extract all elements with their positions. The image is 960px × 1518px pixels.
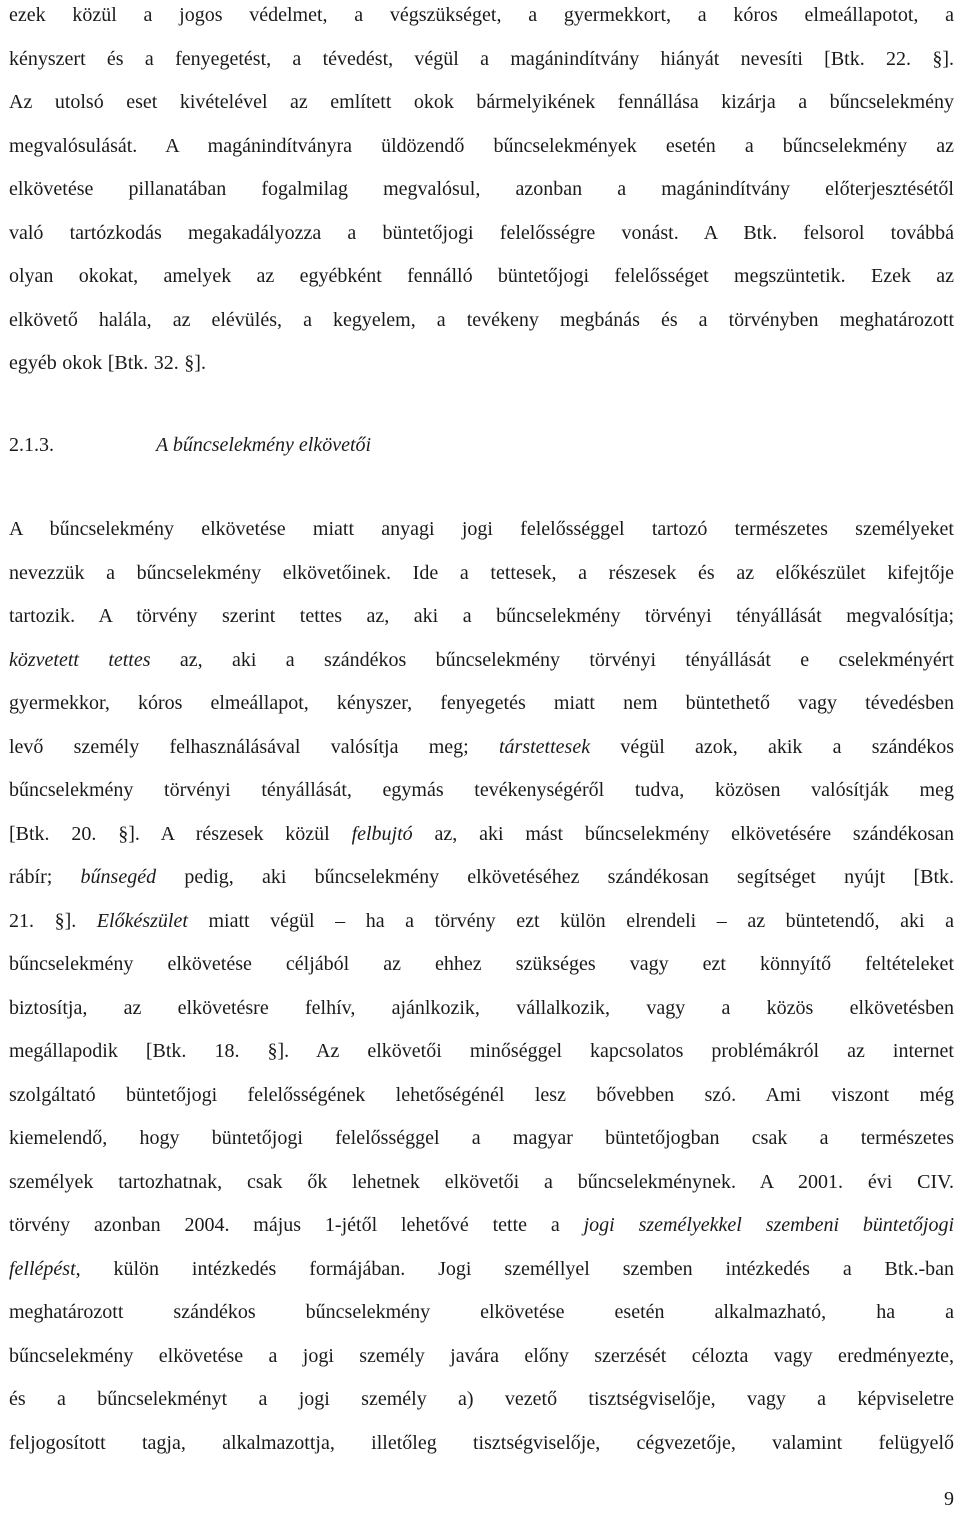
text-line: megvalósulását. A magánindítványra üldözendő bűncselekmények esetén a bűncselekmény az: [9, 134, 954, 157]
text-line: elkövetése pillanatában fogalmilag megvalósul, azonban a magánindítvány előterjesztésétől: [9, 178, 954, 200]
text-line: gyermekkor, kóros elmeállapot, kényszer, fenyegetés miatt nem büntethető vagy tévedésben: [9, 692, 954, 714]
text-fragment: végül azok, akik a szándékos: [590, 735, 955, 758]
text-line: [9, 639, 954, 683]
text-line: egyéb okok [Btk. 32. §].: [9, 352, 206, 374]
text-line: biztosítja, az elkövetésre felhív, ajánlkozik, vállalkozik, vagy a közös elkövetésben: [9, 996, 954, 1019]
text-line: olyan okokat, amelyek az egyébként fennálló büntetőjogi felelősséget megszüntetik. Ezek az: [9, 265, 954, 287]
text-line: szolgáltató büntetőjogi felelősségének lehetőségénél lesz bővebben szó. Ami viszont még: [9, 1083, 954, 1106]
text-fragment: miatt végül – ha a törvény ezt külön elrendeli – az büntetendő, aki a: [187, 909, 954, 932]
term-co-perpetrators: társtettesek: [498, 735, 591, 758]
section-heading: [9, 423, 954, 467]
paragraph-legal-grounds: [9, 0, 954, 386]
text-line: Az utolsó eset kivételével az említett okok bármelyikének fennállása kizárja a bűncselekmény: [9, 91, 954, 113]
term-corporate-measures-cont: fellépést: [9, 1257, 76, 1280]
text-line: megállapodik [Btk. 18. §]. Az elkövetői minőséggel kapcsolatos problémákról az internet: [9, 1040, 954, 1062]
text-fragment: 21. §].: [9, 909, 97, 932]
text-line: [9, 813, 954, 857]
text-line: [9, 856, 954, 900]
text-fragment: az, aki a szándékos bűncselekmény törvényi tényállását e cselekményért: [150, 648, 954, 671]
text-fragment: , külön intézkedés formájában. Jogi személlyel szemben intézkedés a Btk.-ban: [75, 1257, 954, 1280]
text-line: tartozik. A törvény szerint tettes az, aki a bűncselekmény törvényi tényállását megvalósítja;: [9, 605, 954, 627]
term-instigator: felbujtó: [351, 822, 413, 845]
text-fragment: levő személy felhasználásával valósítja meg;: [9, 735, 499, 758]
term-preparation: Előkészület: [96, 909, 188, 932]
section-title: A bűncselekmény elkövetői: [156, 434, 372, 456]
paragraph-perpetrators: [9, 508, 954, 1465]
text-line: meghatározott szándékos bűncselekmény elkövetése esetén alkalmazható, ha a: [9, 1301, 954, 1323]
text-line: [9, 900, 954, 944]
text-line: [9, 1204, 954, 1248]
text-line: ezek közül a jogos védelmet, a végszükséget, a gyermekkort, a kóros elmeállapotot, a: [9, 4, 954, 26]
text-line: kényszert és a fenyegetést, a tévedést, végül a magánindítvány hiányát nevesíti [Btk. 22. §].: [9, 47, 954, 70]
term-indirect-perpetrator: közvetett tettes: [9, 648, 151, 671]
text-fragment: törvény azonban 2004. május 1-jétől lehetővé tette a: [9, 1214, 584, 1236]
text-fragment: az, aki mást bűncselekmény elkövetésére szándékosan: [412, 822, 954, 845]
text-line: [9, 726, 954, 770]
page-number: 9: [944, 1488, 954, 1510]
text-line: és a bűncselekményt a jogi személy a) vezető tisztségviselője, vagy a képviseletre: [9, 1388, 954, 1410]
text-line: bűncselekmény elkövetése a jogi személy javára előny szerzését célozta vagy eredményezte,: [9, 1344, 954, 1367]
text-line: bűncselekmény elkövetése céljából az ehhez szükséges vagy ezt könnyítő feltételeket: [9, 953, 954, 975]
text-line: személyek tartozhatnak, csak ők lehetnek elkövetői a bűncselekménynek. A 2001. évi CIV.: [9, 1170, 954, 1193]
text-line: A bűncselekmény elkövetése miatt anyagi jogi felelősséggel tartozó természetes személyeket: [9, 518, 954, 540]
section-number: 2.1.3.: [9, 434, 54, 456]
text-line: bűncselekmény törvényi tényállását, egymás tevékenységéről tudva, közösen valósítják meg: [9, 779, 954, 801]
text-line: kiemelendő, hogy büntetőjogi felelősséggel a magyar büntetőjogban csak a természetes: [9, 1127, 954, 1149]
text-fragment: rábír;: [9, 866, 81, 888]
text-line: [9, 1248, 954, 1292]
text-line: elkövető halála, az elévülés, a kegyelem, a tevékeny megbánás és a törvényben meghatározott: [9, 308, 954, 331]
text-fragment: pedig, aki bűncselekmény elkövetéséhez szándékosan segítséget nyújt [Btk.: [156, 866, 954, 888]
text-line: nevezzük a bűncselekmény elkövetőinek. Ide a tettesek, a részesek és az előkészület kifejtője: [9, 561, 954, 584]
text-fragment: [Btk. 20. §]. A részesek közül: [9, 822, 352, 845]
term-accessory: bűnsegéd: [80, 866, 157, 888]
term-corporate-measures: jogi személyekkel szembeni büntetőjogi: [583, 1214, 954, 1236]
text-line: való tartózkodás megakadályozza a büntetőjogi felelősségre vonást. A Btk. felsorol továbbá: [9, 221, 954, 244]
text-line: feljogosított tagja, alkalmazottja, illetőleg tisztségviselője, cégvezetője, valamint felügyelő: [9, 1431, 954, 1454]
